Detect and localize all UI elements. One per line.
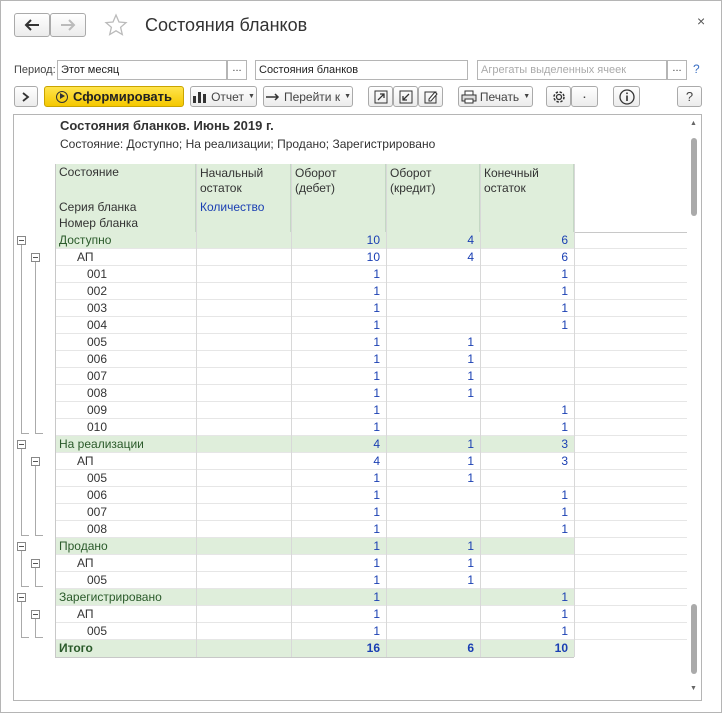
tree-toggle-icon[interactable] — [31, 559, 40, 568]
gear-icon — [551, 89, 567, 105]
row-value-end[interactable] — [480, 572, 574, 589]
row-label[interactable]: АП — [77, 607, 94, 621]
row-value-start[interactable] — [196, 266, 291, 283]
column-divider — [386, 164, 387, 657]
row-label[interactable]: 008 — [87, 386, 108, 400]
row-label[interactable]: 009 — [87, 403, 108, 417]
row-value-start[interactable] — [196, 402, 291, 419]
row-value-credit[interactable]: 1 — [467, 454, 474, 468]
row-value-credit[interactable]: 4 — [467, 250, 474, 264]
scroll-up-arrow-icon[interactable]: ▲ — [690, 120, 697, 127]
row-value-start[interactable] — [196, 249, 291, 266]
period-select-button[interactable]: ... — [227, 60, 247, 80]
row-value-credit[interactable]: 1 — [467, 335, 474, 349]
row-value-credit[interactable] — [386, 504, 480, 521]
header-filler — [291, 199, 386, 232]
row-value-credit[interactable]: 1 — [467, 471, 474, 485]
row-value-debit[interactable]: 1 — [373, 556, 380, 570]
aggregates-button[interactable]: ... — [667, 60, 687, 80]
row-label[interactable]: 005 — [87, 471, 108, 485]
tree-connector — [21, 535, 29, 536]
row-value-credit[interactable]: 1 — [467, 556, 474, 570]
row-value-credit[interactable]: 1 — [467, 386, 474, 400]
row-value-end[interactable]: 1 — [561, 624, 568, 638]
header-credit: Оборот (кредит) — [386, 164, 480, 199]
row-value-end[interactable] — [480, 555, 574, 572]
row-value-end[interactable]: 3 — [561, 454, 568, 468]
row-value-debit[interactable]: 1 — [373, 624, 380, 638]
header-number: Номер бланка — [55, 215, 196, 232]
tree-connector — [35, 535, 43, 536]
row-value-start[interactable] — [196, 232, 291, 249]
row-value-credit[interactable]: 1 — [386, 538, 480, 555]
row-value-end[interactable]: 1 — [561, 301, 568, 315]
row-value-debit[interactable]: 1 — [373, 284, 380, 298]
collapse-button[interactable] — [393, 86, 418, 107]
row-value-end[interactable] — [480, 470, 574, 487]
row-value-debit[interactable]: 1 — [373, 420, 380, 434]
row-value-credit[interactable] — [386, 266, 480, 283]
goto-label: Перейти к — [283, 89, 341, 104]
dropdown-arrow-icon: ▼ — [344, 93, 352, 100]
back-arrow-icon — [24, 19, 40, 31]
forward-arrow-icon — [60, 19, 76, 31]
row-value-start[interactable] — [196, 300, 291, 317]
row-label[interactable]: 010 — [87, 420, 108, 434]
row-value-end[interactable]: 1 — [561, 522, 568, 536]
row-value-credit[interactable] — [386, 521, 480, 538]
row-value-start[interactable] — [196, 589, 291, 606]
row-value-debit[interactable]: 1 — [373, 318, 380, 332]
row-value-debit[interactable]: 1 — [373, 471, 380, 485]
row-value-credit[interactable]: 4 — [386, 232, 480, 249]
row-value-credit[interactable] — [386, 487, 480, 504]
row-value-end[interactable] — [480, 368, 574, 385]
row-value-start[interactable] — [196, 351, 291, 368]
tree-connector — [21, 586, 29, 587]
dropdown-arrow-icon: ▼ — [247, 93, 255, 100]
row-label[interactable]: АП — [77, 556, 94, 570]
row-label[interactable]: 004 — [87, 318, 108, 332]
row-value-end[interactable]: 1 — [561, 488, 568, 502]
row-label[interactable]: АП — [77, 250, 94, 264]
total-value-start — [196, 640, 291, 657]
header-filler — [196, 215, 291, 232]
total-label: Итого — [55, 640, 196, 657]
expand-icon — [374, 90, 388, 104]
row-value-end[interactable] — [480, 385, 574, 402]
tree-toggle-icon[interactable] — [31, 457, 40, 466]
more-dot-icon: ⋅ — [582, 88, 587, 105]
row-value-debit[interactable]: 1 — [291, 589, 386, 606]
edit-button[interactable] — [418, 86, 443, 107]
row-value-debit[interactable]: 1 — [373, 403, 380, 417]
chart-icon — [192, 90, 208, 104]
tree-connector — [21, 637, 29, 638]
row-value-debit[interactable]: 1 — [373, 573, 380, 587]
panel-toggle-button[interactable] — [14, 86, 38, 107]
period-field[interactable]: Этот месяц — [57, 60, 227, 80]
generate-button[interactable] — [44, 86, 184, 107]
row-label[interactable]: На реализации — [55, 436, 196, 453]
row-value-start[interactable] — [196, 555, 291, 572]
row-label[interactable]: 007 — [87, 505, 108, 519]
tree-connector — [35, 466, 36, 535]
row-value-end[interactable]: 6 — [480, 232, 574, 249]
row-label[interactable]: 007 — [87, 369, 108, 383]
row-value-start[interactable] — [196, 436, 291, 453]
header-state: Состояние — [55, 164, 196, 199]
row-value-debit[interactable]: 1 — [373, 607, 380, 621]
column-divider — [55, 164, 56, 657]
row-label[interactable]: 003 — [87, 301, 108, 315]
row-value-credit[interactable] — [386, 402, 480, 419]
tree-connector — [35, 568, 36, 586]
header-quantity: Количество — [196, 199, 291, 215]
row-value-start[interactable] — [196, 419, 291, 436]
row-label[interactable]: 002 — [87, 284, 108, 298]
tree-toggle-icon[interactable] — [31, 253, 40, 262]
row-value-start[interactable] — [196, 317, 291, 334]
row-value-debit[interactable]: 1 — [291, 538, 386, 555]
period-label: Период: — [14, 64, 56, 76]
row-value-debit[interactable]: 1 — [373, 301, 380, 315]
header-series: Серия бланка — [55, 199, 196, 215]
aggregates-field[interactable]: Агрегаты выделенных ячеек — [477, 60, 667, 80]
tree-connector — [21, 433, 29, 434]
row-label[interactable]: АП — [77, 454, 94, 468]
goto-arrow-icon — [265, 92, 281, 102]
header-filler — [386, 199, 480, 232]
row-label[interactable]: Доступно — [55, 232, 196, 249]
tree-connector — [35, 586, 43, 587]
header-start: Начальный остаток — [196, 164, 291, 199]
row-value-start[interactable] — [196, 606, 291, 623]
row-value-end[interactable] — [480, 334, 574, 351]
row-value-start[interactable] — [196, 470, 291, 487]
tree-toggle-icon[interactable] — [17, 236, 26, 245]
total-value-credit: 6 — [386, 640, 480, 657]
row-value-end[interactable] — [480, 351, 574, 368]
row-value-credit[interactable]: 1 — [467, 573, 474, 587]
row-label[interactable]: Зарегистрировано — [55, 589, 196, 606]
report-menu-button[interactable] — [190, 86, 257, 107]
scroll-thumb-lower[interactable] — [691, 604, 697, 674]
row-value-end[interactable]: 1 — [561, 267, 568, 281]
row-value-credit[interactable] — [386, 623, 480, 640]
row-value-credit[interactable] — [386, 606, 480, 623]
row-label[interactable]: 008 — [87, 522, 108, 536]
row-value-end[interactable]: 1 — [561, 318, 568, 332]
tree-toggle-icon[interactable] — [17, 593, 26, 602]
report-label: Отчет — [211, 89, 244, 104]
report-subtitle: Состояние: Доступно; На реализации; Продано; Зарегистрировано — [60, 137, 436, 151]
vertical-scrollbar[interactable] — [689, 116, 699, 697]
total-bottom-line — [55, 657, 574, 658]
tree-connector — [21, 245, 22, 433]
row-value-credit[interactable] — [386, 300, 480, 317]
tree-connector — [35, 619, 36, 637]
tree-connector — [35, 262, 36, 433]
forward-button[interactable] — [50, 13, 86, 37]
row-value-debit[interactable]: 1 — [373, 505, 380, 519]
row-label[interactable]: 006 — [87, 488, 108, 502]
row-value-end[interactable] — [480, 538, 574, 555]
row-value-start[interactable] — [196, 487, 291, 504]
row-value-end[interactable]: 1 — [561, 420, 568, 434]
row-label[interactable]: Продано — [55, 538, 196, 555]
expand-button[interactable] — [368, 86, 393, 107]
row-value-start[interactable] — [196, 572, 291, 589]
scroll-thumb[interactable] — [691, 138, 697, 216]
row-value-debit[interactable]: 1 — [373, 488, 380, 502]
column-divider — [291, 164, 292, 657]
print-label: Печать — [479, 89, 520, 104]
row-value-credit[interactable] — [386, 283, 480, 300]
row-label[interactable]: 001 — [87, 267, 108, 281]
row-label[interactable]: 005 — [87, 573, 108, 587]
row-value-debit[interactable]: 1 — [373, 369, 380, 383]
header-debit: Оборот (дебет) — [291, 164, 386, 199]
row-value-end[interactable]: 1 — [561, 403, 568, 417]
back-button[interactable] — [14, 13, 50, 37]
row-value-start[interactable] — [196, 334, 291, 351]
row-value-end[interactable]: 3 — [480, 436, 574, 453]
scroll-down-arrow-icon[interactable]: ▼ — [690, 685, 697, 692]
row-value-end[interactable]: 1 — [561, 607, 568, 621]
row-value-end[interactable]: 1 — [561, 284, 568, 298]
tree-connector — [35, 433, 43, 434]
play-icon — [56, 91, 68, 103]
row-value-debit[interactable]: 1 — [373, 386, 380, 400]
help-link[interactable]: ? — [693, 62, 700, 76]
row-value-start[interactable] — [196, 521, 291, 538]
tree-toggle-icon[interactable] — [17, 440, 26, 449]
row-value-debit[interactable]: 4 — [291, 436, 386, 453]
row-value-start[interactable] — [196, 368, 291, 385]
row-value-start[interactable] — [196, 385, 291, 402]
row-value-start[interactable] — [196, 623, 291, 640]
column-divider — [196, 164, 197, 657]
report-title: Состояния бланков. Июнь 2019 г. — [60, 118, 274, 133]
column-divider — [574, 164, 575, 657]
tree-connector — [21, 551, 22, 586]
favorite-star-icon[interactable] — [104, 13, 128, 40]
printer-icon — [461, 90, 477, 104]
settings-menu-button[interactable] — [571, 86, 598, 107]
row-value-credit[interactable]: 1 — [467, 352, 474, 366]
row-value-start[interactable] — [196, 453, 291, 470]
row-value-credit[interactable]: 1 — [467, 369, 474, 383]
row-value-debit[interactable]: 10 — [291, 232, 386, 249]
row-value-start[interactable] — [196, 538, 291, 555]
row-value-credit[interactable] — [386, 589, 480, 606]
help-button[interactable]: ? — [677, 86, 702, 107]
row-value-credit[interactable]: 1 — [386, 436, 480, 453]
tree-toggle-icon[interactable] — [17, 542, 26, 551]
generate-label: Сформировать — [72, 89, 173, 104]
row-value-end[interactable]: 1 — [480, 589, 574, 606]
variant-field[interactable]: Состояния бланков — [255, 60, 468, 80]
close-icon[interactable]: × — [697, 13, 706, 29]
row-value-debit[interactable]: 4 — [373, 454, 380, 468]
info-button[interactable] — [613, 86, 640, 107]
header-end: Конечный остаток — [480, 164, 574, 199]
row-value-debit[interactable]: 1 — [373, 352, 380, 366]
row-label[interactable]: 005 — [87, 335, 108, 349]
column-divider — [480, 164, 481, 657]
row-value-start[interactable] — [196, 283, 291, 300]
window-title: Состояния бланков — [145, 15, 308, 35]
row-value-debit[interactable]: 1 — [373, 267, 380, 281]
tree-toggle-icon[interactable] — [31, 610, 40, 619]
total-value-debit: 16 — [291, 640, 386, 657]
total-value-end: 10 — [480, 640, 574, 657]
row-value-credit[interactable] — [386, 419, 480, 436]
row-label[interactable]: 005 — [87, 624, 108, 638]
collapse-icon — [399, 90, 413, 104]
settings-button[interactable] — [546, 86, 571, 107]
dropdown-arrow-icon: ▼ — [523, 93, 531, 100]
row-label[interactable]: 006 — [87, 352, 108, 366]
header-filler — [480, 199, 574, 232]
chevron-right-icon — [22, 92, 30, 102]
row-value-end[interactable]: 6 — [561, 250, 568, 264]
goto-menu-button[interactable] — [263, 86, 353, 107]
info-icon — [619, 89, 635, 105]
edit-icon — [424, 90, 438, 104]
tree-connector — [21, 449, 22, 535]
row-value-debit[interactable]: 10 — [366, 250, 380, 264]
row-value-debit[interactable]: 1 — [373, 522, 380, 536]
row-value-start[interactable] — [196, 504, 291, 521]
tree-connector — [35, 637, 43, 638]
row-value-end[interactable]: 1 — [561, 505, 568, 519]
row-value-credit[interactable] — [386, 317, 480, 334]
row-value-debit[interactable]: 1 — [373, 335, 380, 349]
tree-connector — [21, 602, 22, 637]
print-menu-button[interactable] — [458, 86, 533, 107]
